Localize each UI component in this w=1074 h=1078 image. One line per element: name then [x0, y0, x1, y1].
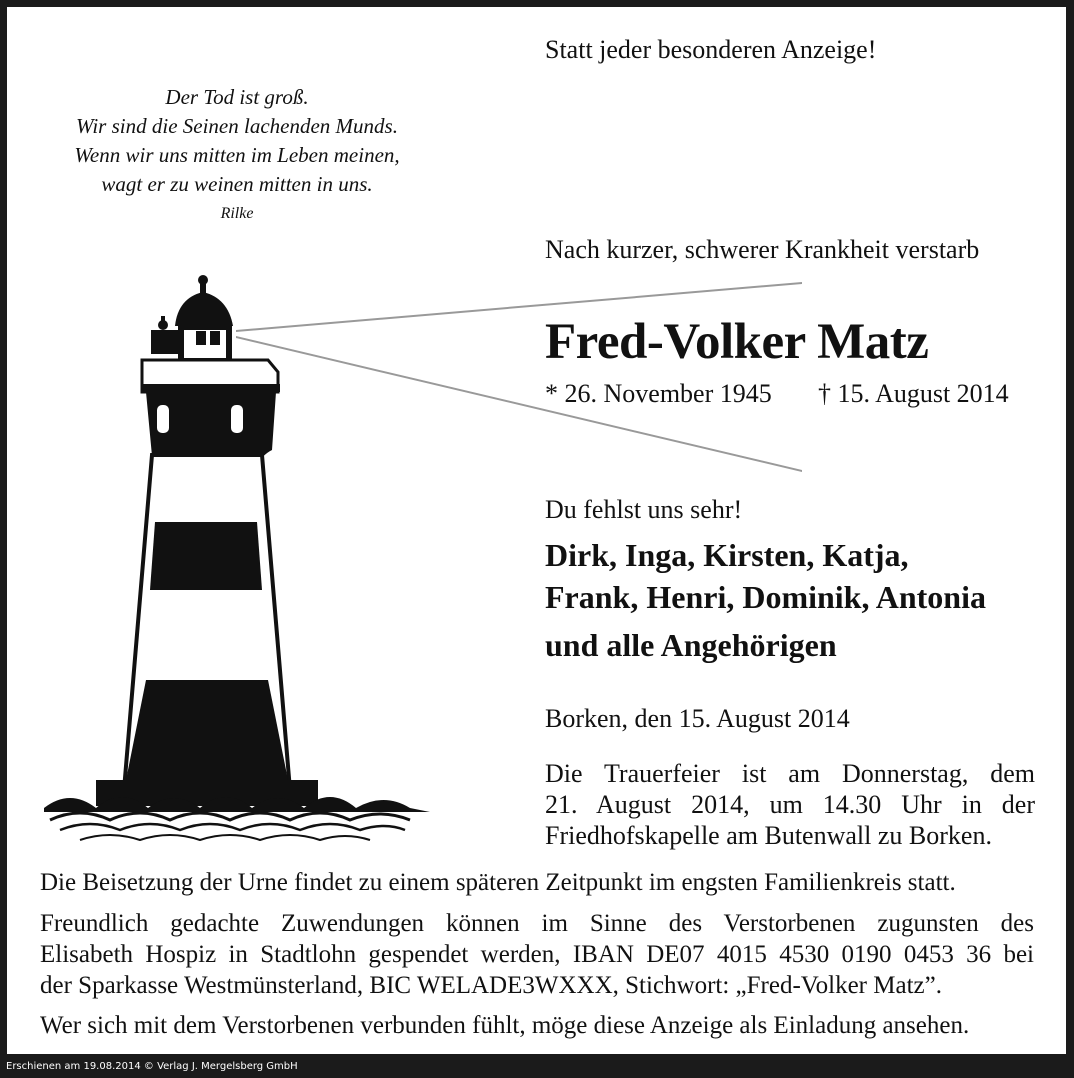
poem-line: wagt er zu weinen mitten in uns.	[101, 172, 373, 196]
publication-footer: Erschienen am 19.08.2014 © Verlag J. Mergelsberg GmbH	[6, 1061, 298, 1072]
donation-line: der Sparkasse Westmünsterland, BIC WELADE3WXXX, Stichwort: „Fred-Volker Matz”.	[40, 972, 942, 999]
burial-notice: Die Beisetzung der Urne findet zu einem späteren Zeitpunkt im engsten Familienkreis statt.	[40, 869, 956, 896]
death-date: † 15. August 2014	[818, 379, 1009, 408]
birth-date: * 26. November 1945	[545, 379, 772, 408]
poem-line: Wenn wir uns mitten im Leben meinen,	[74, 143, 400, 167]
mourners-names: Dirk, Inga, Kirsten, Katja,	[545, 537, 909, 573]
poem-line: Der Tod ist groß.	[165, 85, 309, 109]
poem-author: Rilke	[220, 205, 254, 222]
poem	[27, 83, 447, 229]
mourners-names: Frank, Henri, Dominik, Antonia	[545, 579, 986, 615]
ceremony-line: Die Trauerfeier ist am Donnerstag, dem	[545, 759, 1035, 788]
obituary-sheet	[7, 7, 1066, 1054]
mourners-intro: Du fehlst uns sehr!	[545, 495, 743, 524]
notice-heading: Statt jeder besonderen Anzeige!	[545, 35, 877, 64]
mourners-relatives: und alle Angehörigen	[545, 627, 837, 663]
donation-line: Freundlich gedachte Zuwendungen können im Sinne des Verstorbenen zugunsten des	[40, 910, 1034, 937]
deceased-name: Fred-Volker Matz	[545, 314, 929, 370]
poem-line: Wir sind die Seinen lachenden Munds.	[76, 114, 398, 138]
invitation-note: Wer sich mit dem Verstorbenen verbunden fühlt, möge diese Anzeige als Einladung ansehen.	[40, 1012, 970, 1039]
ceremony-line: 21. August 2014, um 14.30 Uhr in der	[545, 790, 1035, 819]
place-date: Borken, den 15. August 2014	[545, 704, 850, 733]
ceremony-line: Friedhofskapelle am Butenwall zu Borken.	[545, 821, 992, 850]
donation-line: Elisabeth Hospiz in Stadtlohn gespendet werden, IBAN DE07 4015 4530 0190 0453 36 bei	[40, 941, 1034, 968]
death-intro: Nach kurzer, schwerer Krankheit verstarb	[545, 235, 980, 264]
